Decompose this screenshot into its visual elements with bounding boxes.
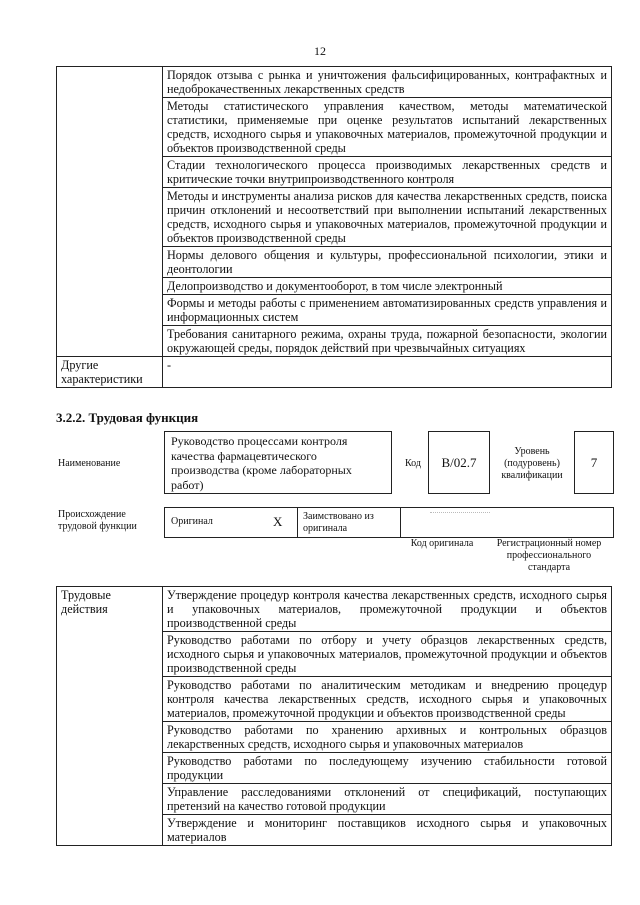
table-cell: Методы статистического управления качеством, методы математической статистики, применяемые при оценке результатов испытаний лекарственных средств, исходного сырья и упаковочных материалов, промежуточной продукции и объектов производственной среды — [163, 98, 612, 157]
table-row — [57, 357, 612, 388]
function-name-box: Руководство процессами контроля качества фармацевтического производства (кроме лабораторных работ) — [164, 431, 392, 494]
knowledge-table — [56, 66, 612, 388]
labor-actions-label: Трудовые действия — [57, 587, 163, 846]
table-cell: Утверждение и мониторинг поставщиков исходного сырья и упаковочных материалов — [163, 815, 612, 846]
table-cell: Управление расследованиями отклонений от спецификаций, поступающих претензий на качество готовой продукции — [163, 784, 612, 815]
code-box: B/02.7 — [428, 431, 490, 494]
table-row — [57, 67, 612, 98]
origin-label: Происхождение трудовой функции — [58, 509, 137, 532]
other-characteristics-value: - — [163, 357, 612, 388]
table-cell: Утверждение процедур контроля качества лекарственных средств, исходного сырья и упаковочных материалов, промежуточной продукции и объектов производственной среды — [163, 587, 612, 632]
table-cell: Делопроизводство и документооборот, в том числе электронный — [163, 278, 612, 295]
reg-number-caption: Регистрационный номер профессионального стандарта — [496, 538, 602, 573]
section-heading: 3.2.2. Трудовая функция — [56, 410, 199, 425]
qualification-level-box: 7 — [574, 431, 614, 494]
qualification-level-label: Уровень (подуровень) квалификации — [501, 446, 563, 481]
table-cell-empty — [57, 67, 163, 357]
table-cell: Руководство работами по отбору и учету образцов лекарственных средств, исходного сырья и упаковочных материалов, промежуточной продукции и объектов производственной среды — [163, 632, 612, 677]
original-box — [164, 507, 298, 538]
table-cell: Методы и инструменты анализа рисков для качества лекарственных средств, поиска причин отклонений и несоответствий при выполнении испытаний лекарственных средств, исходного сырья и упаковочных материалов, промежуточной продукции и объектов производственной среды — [163, 188, 612, 247]
labor-actions-table — [56, 586, 612, 846]
borrowed-box — [297, 507, 401, 538]
original-mark: X — [273, 514, 283, 529]
origin-code-caption: Код оригинала — [410, 538, 474, 549]
other-characteristics-label: Другие характеристики — [57, 357, 163, 388]
original-label: Оригинал — [171, 516, 213, 527]
table-cell: Руководство работами по последующему изучению стабильности готовой продукции — [163, 753, 612, 784]
table-cell: Требования санитарного режима, охраны труда, пожарной безопасности, экологии окружающей среды, порядок действий при чрезвычайных ситуациях — [163, 326, 612, 357]
name-label: Наименование — [58, 458, 121, 469]
borrowed-label: Заимствовано из оригинала — [303, 511, 374, 534]
code-label: Код — [405, 458, 421, 469]
table-cell: Нормы делового общения и культуры, профессиональной психологии, этики и деонтологии — [163, 247, 612, 278]
table-cell: Формы и методы работы с применением автоматизированных средств управления и информационных систем — [163, 295, 612, 326]
table-cell: Стадии технологического процесса производимых лекарственных средств и критические точки внутрипроизводственного контроля — [163, 157, 612, 188]
page-number: 12 — [314, 44, 326, 58]
table-cell: Руководство работами по аналитическим методикам и внедрению процедур контроля качества лекарственных средств, исходного сырья и упаковочных материалов, промежуточной продукции и объектов производственной среды — [163, 677, 612, 722]
table-cell: Руководство работами по хранению архивных и контрольных образцов лекарственных средств, исходного сырья и упаковочных материалов — [163, 722, 612, 753]
table-row — [57, 587, 612, 632]
table-cell: Порядок отзыва с рынка и уничтожения фальсифицированных, контрафактных и недоброкачественных лекарственных средств — [163, 67, 612, 98]
